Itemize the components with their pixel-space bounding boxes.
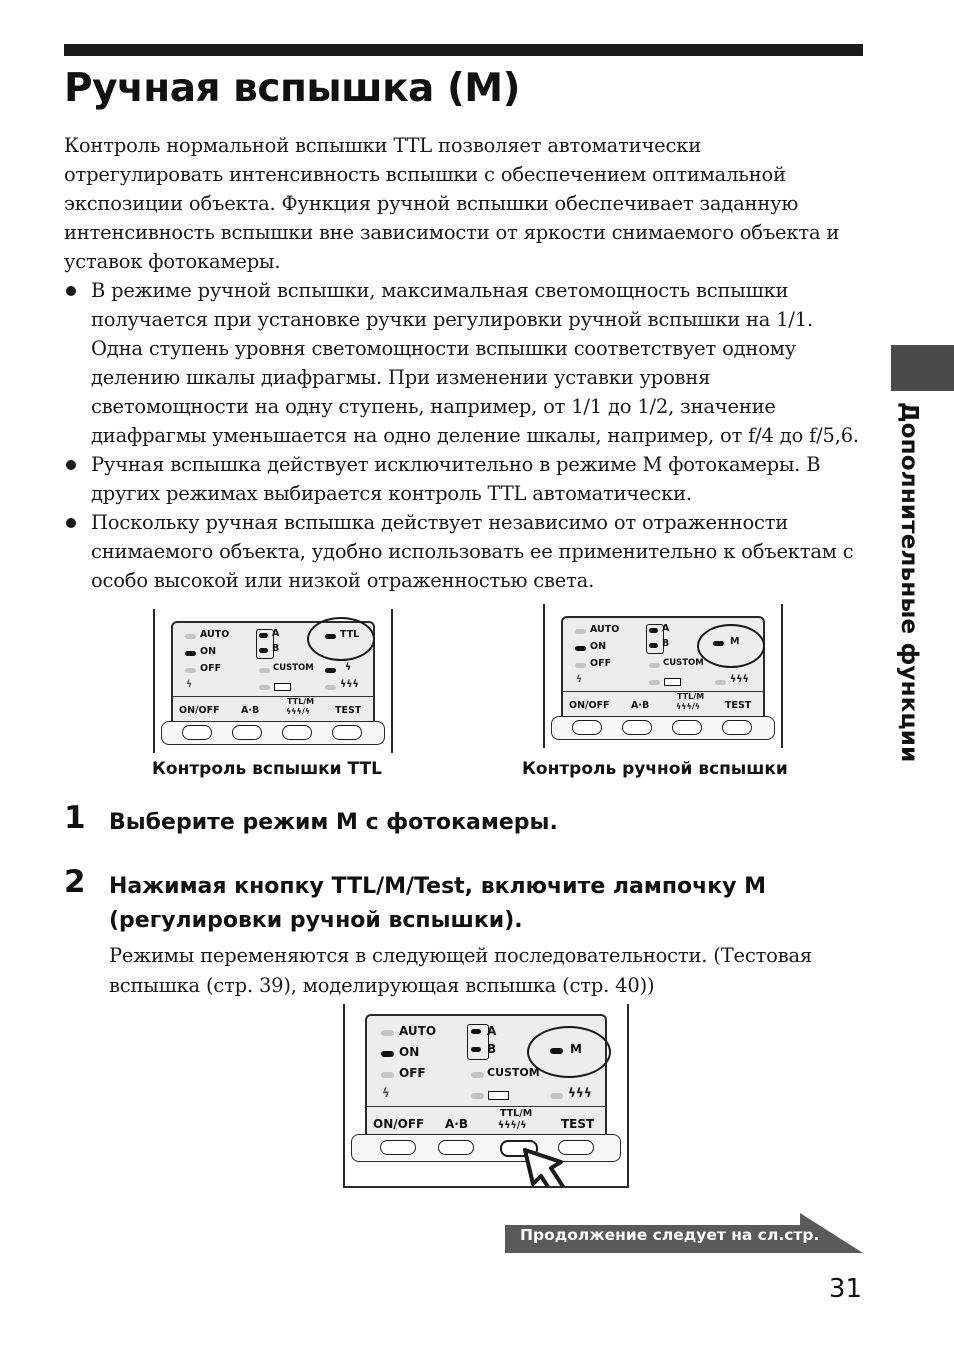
label-ab-button: A·B	[631, 700, 650, 711]
bullet-text: Поскольку ручная вспышка действует независимо от отраженности снимаемого объекта, удобно использовать ее применительно к объектам с особо высокой или низкой отраженностью света.	[91, 511, 854, 592]
battery-icon	[664, 678, 681, 686]
onoff-button[interactable]	[182, 725, 212, 740]
label-ab-button: A·B	[445, 1117, 468, 1131]
button-strip	[551, 716, 775, 740]
flash-panel-ttl	[153, 609, 393, 753]
ttlm-button[interactable]	[672, 720, 702, 735]
section-tab	[891, 345, 954, 391]
multi-flash-icon: ϟϟϟ	[730, 674, 749, 685]
led-on	[575, 646, 586, 651]
panel-display	[171, 621, 375, 731]
intro-paragraph: Контроль нормальной вспышки TTL позволяет автоматически отрегулировать интенсивность вспышки с обеспечением оптимальной экспозиции объекта. Функция ручной вспышки обеспечивает заданную интенсивность вспышки вне зависимости от яркости снимаемого объекта и уставок фотокамеры.	[64, 134, 840, 273]
page-number: 31	[828, 1274, 862, 1304]
flash-icon: ϟ	[186, 679, 193, 690]
label-a: A	[487, 1024, 497, 1038]
ab-button[interactable]	[232, 725, 262, 740]
label-off: OFF	[590, 658, 612, 669]
figure-caption-manual: Контроль ручной вспышки	[522, 759, 788, 779]
bullet-dot-icon	[66, 518, 76, 528]
bullet-item	[64, 508, 864, 595]
led-battery	[259, 685, 270, 690]
label-test-button: TEST	[725, 700, 752, 711]
display-divider	[173, 696, 373, 697]
led-off	[381, 1072, 394, 1078]
test-button[interactable]	[722, 720, 752, 735]
label-a: A	[662, 623, 670, 634]
led-off	[575, 663, 586, 668]
led-b	[471, 1047, 481, 1052]
step-number: 1	[64, 800, 86, 836]
led-battery	[471, 1093, 484, 1099]
label-ttlm-button: TTL/M	[500, 1108, 533, 1119]
step-text: Нажимая кнопку TTL/M/Test, включите лампочку M (регулировки ручной вспышки).	[109, 874, 767, 933]
step-text: Выберите режим M с фотокамеры.	[109, 810, 558, 835]
led-m	[713, 641, 724, 646]
onoff-button[interactable]	[380, 1140, 416, 1155]
bullet-item	[64, 450, 864, 508]
label-off: OFF	[200, 663, 222, 674]
selection-circle	[527, 1026, 611, 1078]
bullet-item	[64, 276, 864, 450]
bullet-text: Ручная вспышка действует исключительно в режиме M фотокамеры. В других режимах выбирается контроль TTL автоматически.	[91, 453, 821, 505]
led-auto	[185, 634, 196, 639]
flash-panel-manual	[543, 604, 783, 748]
label-test-button: TEST	[335, 705, 362, 716]
label-on: ON	[399, 1045, 420, 1059]
label-onoff-button: ON/OFF	[373, 1117, 425, 1131]
multi-flash-icon: ϟϟϟ	[568, 1086, 592, 1100]
figure-caption-ttl: Контроль вспышки TTL	[152, 759, 382, 779]
step-number: 2	[64, 864, 86, 900]
label-ttlm-button-sub: ϟϟϟ/ϟ	[498, 1120, 527, 1131]
multi-flash-icon: ϟϟϟ	[340, 679, 359, 690]
panel-display	[365, 1014, 607, 1140]
label-b: B	[487, 1042, 497, 1056]
led-custom	[471, 1072, 484, 1078]
label-on: ON	[200, 646, 217, 657]
label-ttlm-button: TTL/M	[677, 692, 705, 701]
label-on: ON	[590, 641, 607, 652]
panel-display	[561, 616, 765, 726]
ttlm-button[interactable]	[282, 725, 312, 740]
label-custom: CUSTOM	[663, 658, 704, 668]
led-on	[185, 651, 196, 656]
led-multi	[550, 1093, 563, 1099]
onoff-button[interactable]	[572, 720, 602, 735]
label-a: A	[272, 628, 280, 639]
ab-button[interactable]	[438, 1140, 474, 1155]
label-ttlm-button-sub: ϟϟϟ/ϟ	[286, 707, 311, 716]
led-a	[259, 633, 268, 638]
led-b	[649, 643, 658, 648]
led-on	[381, 1051, 394, 1057]
bullet-text: В режиме ручной вспышки, максимальная светомощность вспышки получается при установке ручки регулировки ручной вспышки на 1/1. Одна ступень уровня светомощности вспышки соответствует одному делению шкалы диафрагмы. При изменении уставки уровня светомощности на одну ступень, например, от 1/1 до 1/2, значение диафрагмы уменьшается на одно деление шкалы, например, от f/4 до f/5,6.	[91, 279, 859, 447]
label-custom: CUSTOM	[487, 1066, 540, 1079]
bullet-list	[64, 276, 864, 595]
led-m	[550, 1048, 563, 1054]
section-title: Дополнительные функции	[896, 402, 922, 763]
led-custom	[259, 668, 270, 673]
led-multi	[715, 680, 726, 685]
flash-icon: ϟ	[576, 674, 583, 685]
label-onoff-button: ON/OFF	[179, 705, 220, 716]
label-test-button: TEST	[561, 1117, 595, 1131]
led-b	[259, 648, 268, 653]
label-ttl: TTL	[340, 629, 360, 640]
flash-panel-step	[343, 1004, 629, 1188]
bullet-dot-icon	[66, 286, 76, 296]
label-auto: AUTO	[399, 1024, 437, 1038]
button-strip	[161, 721, 385, 745]
label-auto: AUTO	[590, 624, 620, 635]
battery-icon	[274, 683, 291, 691]
label-m: M	[570, 1042, 582, 1056]
step-body: Режимы переменяются в следующей последовательности. (Тестовая вспышка (стр. 39), моделирующая вспышка (стр. 40))	[109, 944, 812, 997]
label-ab-button: A·B	[241, 705, 260, 716]
page-title: Ручная вспышка (M)	[64, 66, 520, 111]
label-m: M	[730, 636, 740, 647]
led-battery	[649, 680, 660, 685]
led-auto	[575, 629, 586, 634]
label-custom: CUSTOM	[273, 663, 314, 673]
led-off	[185, 668, 196, 673]
label-b: B	[662, 638, 670, 649]
label-onoff-button: ON/OFF	[569, 700, 610, 711]
label-off: OFF	[399, 1066, 426, 1080]
led-multi	[325, 685, 336, 690]
label-ttlm-button-sub: ϟϟϟ/ϟ	[676, 702, 701, 711]
flash-icon: ϟ	[345, 662, 352, 673]
label-b: B	[272, 643, 280, 654]
led-auto	[381, 1030, 394, 1036]
led-ttl	[325, 634, 336, 639]
led-a	[649, 628, 658, 633]
test-button[interactable]	[332, 725, 362, 740]
top-rule	[64, 44, 863, 56]
label-ttlm-button: TTL/M	[287, 697, 315, 706]
ab-button[interactable]	[622, 720, 652, 735]
flash-icon: ϟ	[382, 1086, 390, 1100]
led-custom	[649, 663, 660, 668]
led-a	[471, 1029, 481, 1034]
display-divider	[367, 1106, 605, 1107]
battery-icon	[488, 1091, 509, 1100]
display-divider	[563, 691, 763, 692]
label-auto: AUTO	[200, 629, 230, 640]
pointer-arrow-icon	[521, 1146, 581, 1188]
bullet-dot-icon	[66, 460, 76, 470]
continue-label: Продолжение следует на сл.стр.	[520, 1226, 820, 1244]
led-flash	[325, 668, 336, 673]
